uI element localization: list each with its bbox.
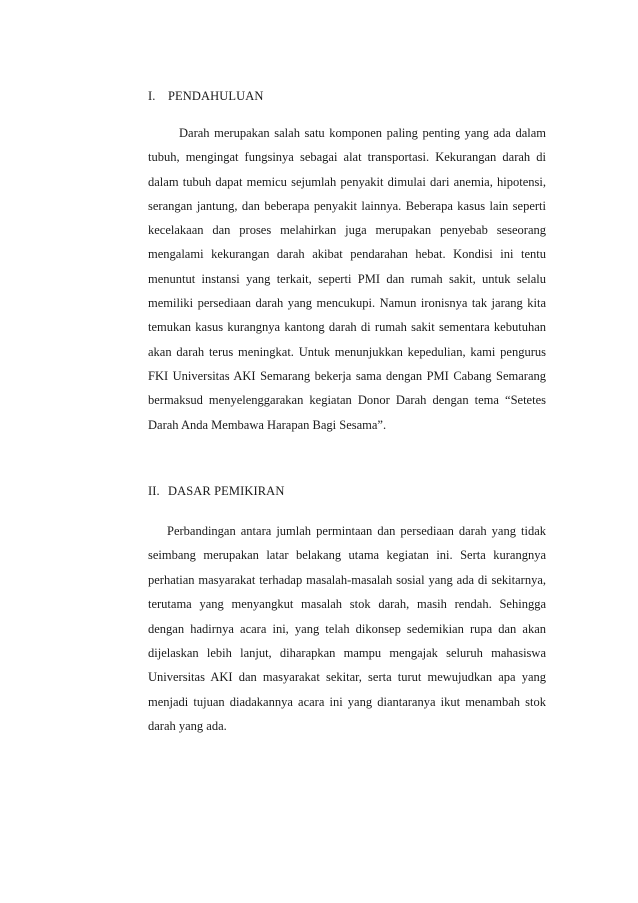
section-heading-pendahuluan	[148, 89, 264, 104]
section-paragraph-dasar-pemikiran: Perbandingan antara jumlah permintaan dan persediaan darah yang tidak seimbang merupakan latar belakang utama kegiatan ini. Serta kurangnya perhatian masyarakat terhadap masalah-masalah sosial yang ada di sekitarnya, terutama yang menyangkut masalah stok darah, masih rendah. Sehingga dengan hadirnya acara ini, yang telah dikonsep sedemikian rupa dan akan dijelaskan lebih lanjut, diharapkan mampu mengajak seluruh mahasiswa Universitas AKI dan masyarakat sekitar, serta turut mewujudkan apa yang menjadi tujuan diadakannya acara ini yang diantaranya ikut menambah stok darah yang ada.	[148, 524, 546, 734]
section-title: DASAR PEMIKIRAN	[168, 484, 285, 498]
section-heading-dasar-pemikiran	[148, 484, 284, 499]
section-title: PENDAHULUAN	[168, 89, 264, 103]
section-paragraph-pendahuluan: Darah merupakan salah satu komponen paling penting yang ada dalam tubuh, mengingat fungsinya sebagai alat transportasi. Kekurangan darah di dalam tubuh dapat memicu sejumlah penyakit dimulai dari anemia, hipotensi, serangan jantung, dan beberapa penyakit lainnya. Beberapa kasus lain seperti kecelakaan dan proses melahirkan juga merupakan penyebab seseorang mengalami kekurangan darah akibat pendarahan hebat. Kondisi ini tentu menuntut instansi yang terkait, seperti PMI dan rumah sakit, untuk selalu memiliki persediaan darah yang mencukupi. Namun ironisnya tak jarang kita temukan kasus kurangnya kantong darah di rumah sakit sementara kebutuhan akan darah terus meningkat. Untuk menunjukkan kepedulian, kami pengurus FKI Universitas AKI Semarang bekerja sama dengan PMI Cabang Semarang bermaksud menyelenggarakan kegiatan Donor Darah dengan tema “Setetes Darah Anda Membawa Harapan Bagi Sesama”.	[148, 126, 546, 432]
section-number: I.	[148, 89, 156, 103]
section-number: II.	[148, 484, 160, 498]
